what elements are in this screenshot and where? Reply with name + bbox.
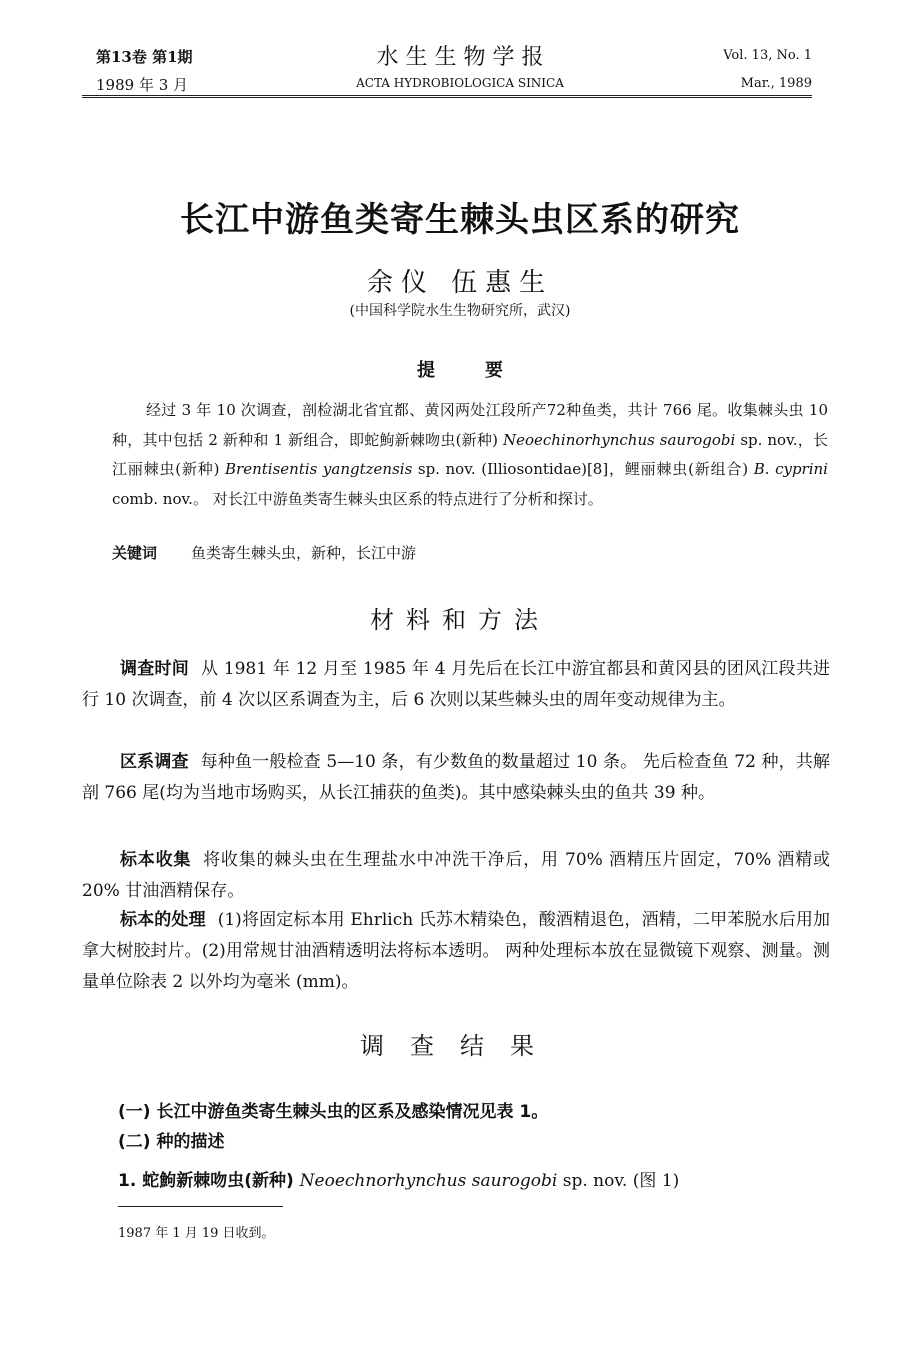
- journal-title-en: ACTA HYDROBIOLOGICA SINICA: [356, 76, 564, 90]
- journal-title-cn: 水 生 生 物 学 报: [376, 45, 544, 70]
- methods-paragraph: 标本收集 将收集的棘头虫在生理盐水中冲洗干净后，用 70% 酒精压片固定，70% 酒精或 20% 甘油酒精保存。: [82, 850, 831, 901]
- section-heading-results: 调查结果: [360, 1032, 560, 1060]
- methods-paragraph: 调查时间 从 1981 年 12 月至 1985 年 4 月先后在长江中游宜都县和黄冈县的团风江段共进行 10 次调查，前 4 次以区系调查为主，后 6 次则以某些棘头虫的周年变动规律为主。: [82, 659, 830, 710]
- keywords: 关键词 鱼类寄生棘头虫，新种，长江中游: [112, 544, 417, 562]
- methods-paragraph: 区系调查 每种鱼一般检查 5—10 条，有少数鱼的数量超过 10 条。 先后检查鱼 72 种，共解剖 766 尾(均为当地市场购买，从长江捕获的鱼类)。其中感染棘头虫的鱼共 39 种。: [82, 752, 830, 803]
- date-cn: 1989 年 3 月: [96, 76, 189, 94]
- paper-title: 长江中游鱼类寄生棘头虫区系的研究: [180, 200, 740, 240]
- volume-issue-cn: 第13卷 第1期: [96, 48, 193, 66]
- date-en: Mar., 1989: [740, 76, 812, 91]
- results-item-1: (一) 长江中游鱼类寄生棘头虫的区系及感染情况见表 1。: [118, 1102, 549, 1122]
- affiliation: (中国科学院水生生物研究所，武汉): [349, 303, 571, 319]
- header-rule: [82, 95, 812, 100]
- species-heading: 1. 蛇鮈新棘吻虫(新种) Neoechnorhynchus saurogobi sp. nov. (图 1): [118, 1171, 680, 1191]
- section-heading-methods: 材料和方法: [370, 606, 550, 634]
- volume-issue-en: Vol. 13, No. 1: [723, 48, 812, 63]
- footnote-rule: [118, 1206, 283, 1207]
- results-item-2: (二) 种的描述: [118, 1132, 225, 1152]
- abstract-heading: 提要: [417, 360, 553, 381]
- abstract-text: 经过 3 年 10 次调查，剖检湖北省宜都、黄冈两处江段所产72种鱼类，共计 766 尾。收集棘头虫 10 种，其中包括 2 新种和 1 新组合，即蛇鮈新棘吻虫(新种) Neoechinorhynchus saurogobi sp. nov.，长江丽棘虫(新种) Brentisentis yangtzensis sp. nov. (Illiosontidae)[8]，鲤丽棘虫(新组合) B. cyprini comb. nov.。 对长江中游鱼类寄生棘头虫区系的特点进行了分析和探讨。: [112, 401, 828, 508]
- footnote: 1987 年 1 月 19 日收到。: [118, 1226, 275, 1241]
- authors: 余仪 伍惠生: [366, 268, 554, 298]
- methods-paragraph: 标本的处理 (1)将固定标本用 Ehrlich 氏苏木精染色，酸酒精退色，酒精，二甲苯脱水后用加拿大树胶封片。(2)用常规甘油酒精透明法将标本透明。 两种处理标本放在显微镜下观察、测量。测量单位除表 2 以外均为毫米 (mm)。: [82, 910, 831, 992]
